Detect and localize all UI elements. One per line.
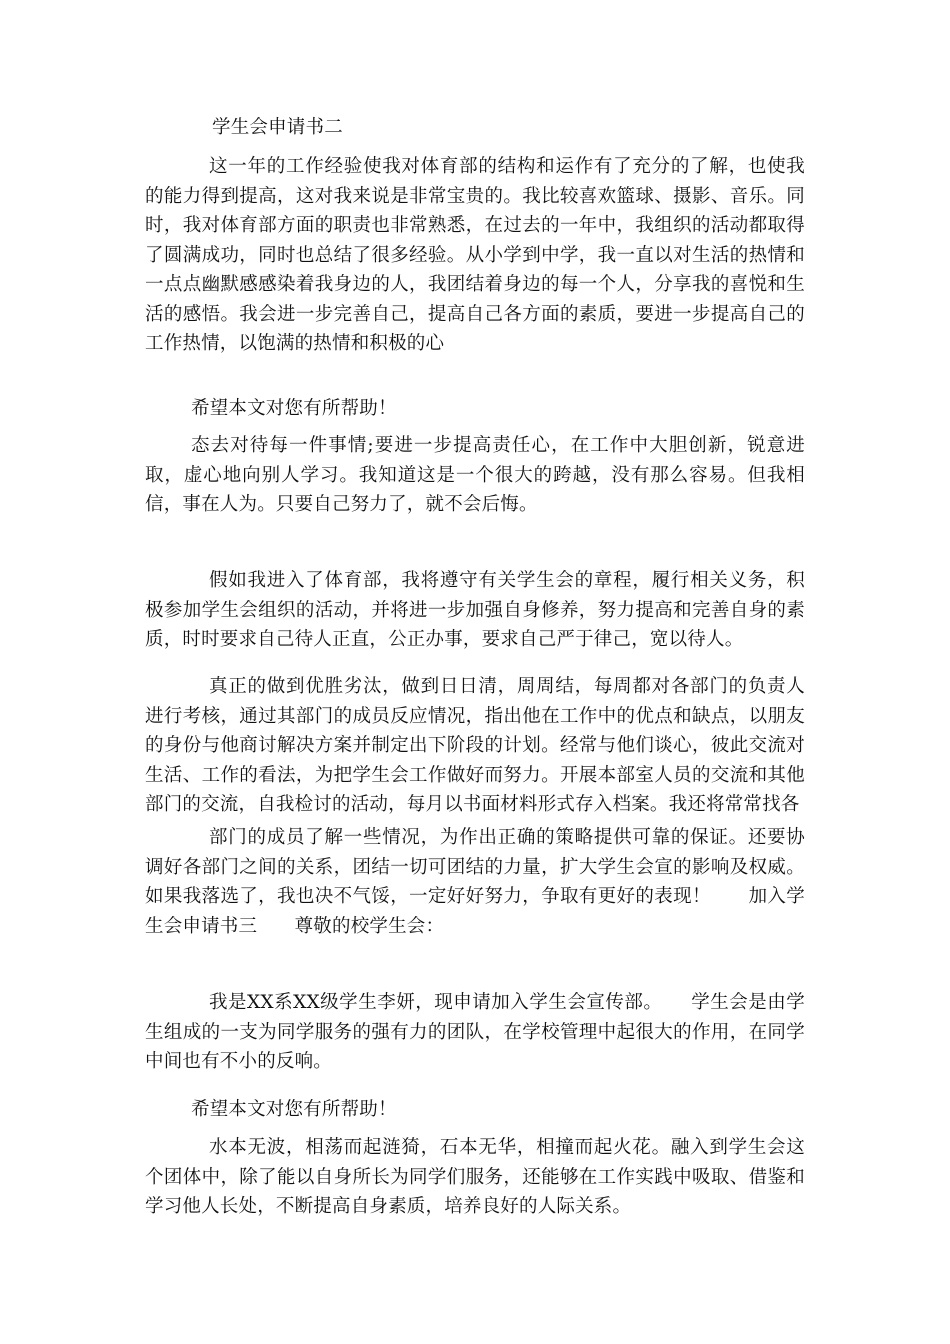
paragraph-5: 真正的做到优胜劣汰，做到日日清，周周结，每周都对各部门的负责人进行考核，通过其部门的成员反应情况，指出他在工作中的优点和缺点，以朋友的身份与他商讨解决方案并制定出下阶段的计划。经常与他们谈心，彼此交流对生活、工作的看法，为把学生会工作做好而努力。开展本部室人员的交流和其他部门的交流，自我检讨的活动，每月以书面材料形式存入档案。我还将常常找各 <box>145 676 805 815</box>
paragraph-6: 部门的成员了解一些情况，为作出正确的策略提供可靠的保证。还要协调好各部门之间的关系，团结一切可团结的力量，扩大学生会宣的影响及权威。如果我落选了，我也决不气馁，一定好好努力，争取有更好的表现！ 加入学生会申请书三 尊敬的校学生会： <box>145 827 805 937</box>
paragraph-9: 水本无波，相荡而起涟猗，石本无华，相撞而起火花。融入到学生会这个团体中，除了能以自身所长为同学们服务，还能够在工作实践中吸取、借鉴和学习他人长处，不断提高自身素质，培养良好的人际关系。 <box>145 1137 805 1217</box>
paragraph-7: 我是XX系XX级学生李妍，现申请加入学生会宣传部。 学生会是由学生组成的一支为同学服务的强有力的团队，在学校管理中起很大的作用，在同学中间也有不小的反响。 <box>145 992 805 1072</box>
paragraph-3: 态去对待每一件事情;要进一步提高责任心，在工作中大胆创新，锐意进取，虚心地向别人学习。我知道这是一个很大的跨越，没有那么容易。但我相信，事在人为。只要自己努力了，就不会后悔。 <box>145 435 805 515</box>
document-title: 学生会申请书二 <box>212 117 343 138</box>
paragraph-4: 假如我进入了体育部，我将遵守有关学生会的章程，履行相关义务，积极参加学生会组织的活动，并将进一步加强自身修养，努力提高和完善自身的素质，时时要求自己待人正直，公正办事，要求自己严于律己，宽以待人。 <box>145 570 805 650</box>
paragraph-8: 希望本文对您有所帮助！ <box>191 1099 397 1120</box>
paragraph-1: 这一年的工作经验使我对体育部的结构和运作有了充分的了解，也使我的能力得到提高，这对我来说是非常宝贵的。我比较喜欢篮球、摄影、音乐。同时，我对体育部方面的职责也非常熟悉，在过去的一年中，我组织的活动都取得了圆满成功，同时也总结了很多经验。从小学到中学，我一直以对生活的热情和一点点幽默感感染着我身边的人，我团结着身边的每一个人，分享我的喜悦和生活的感悟。我会进一步完善自己，提高自己各方面的素质，要进一步提高自己的工作热情，以饱满的热情和积极的心 <box>145 156 805 354</box>
paragraph-2: 希望本文对您有所帮助！ <box>191 398 397 419</box>
